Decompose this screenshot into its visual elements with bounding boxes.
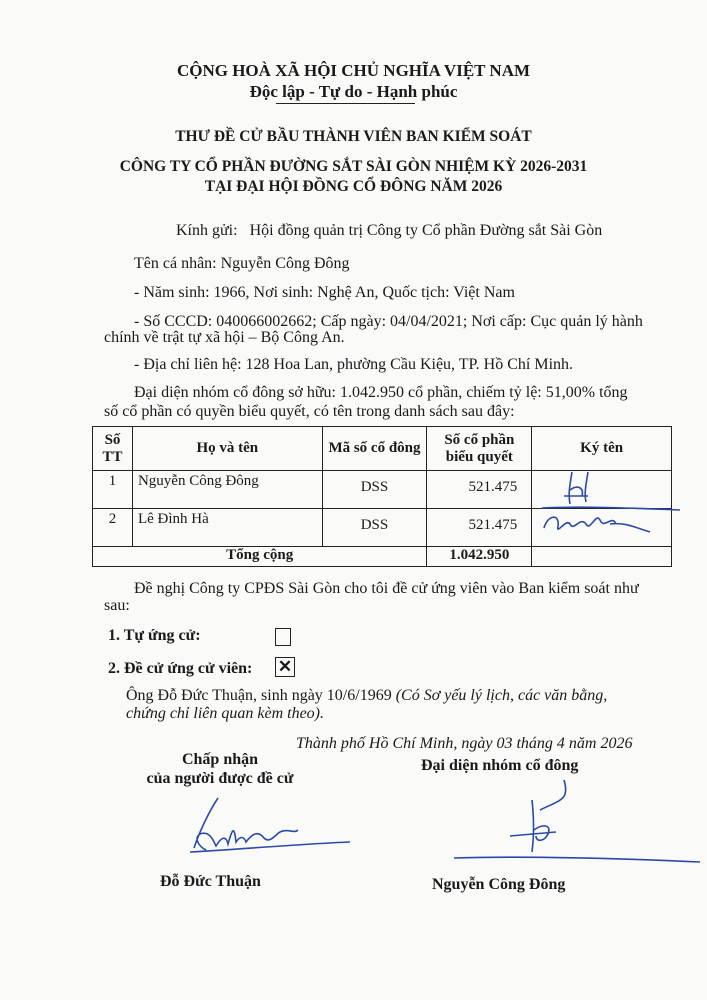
- date-line: Thành phố Hồ Chí Minh, ngày 03 tháng 4 năm 2026: [296, 735, 633, 752]
- country-name: CỘNG HOÀ XÃ HỘI CHỦ NGHĨA VIỆT NAM: [176, 61, 531, 80]
- row-shares: 521.475: [427, 471, 532, 509]
- self-nomination-checkbox[interactable]: [275, 628, 291, 646]
- nominate-label: 2. Đề cử ứng cử viên:: [108, 660, 253, 677]
- proposal-line1: Đề nghị Công ty CPĐS Sài Gòn cho tôi đề cử ứng viên vào Ban kiểm soát như: [134, 580, 639, 597]
- person-id-line1: - Số CCCD: 040066002662; Cấp ngày: 04/04/2021; Nơi cấp: Cục quản lý hành: [134, 313, 643, 330]
- doc-title: THƯ ĐỀ CỬ BẦU THÀNH VIÊN BAN KIỂM SOÁT: [175, 128, 532, 145]
- self-nomination-label: 1. Tự ứng cử:: [108, 627, 201, 644]
- row-code: DSS: [322, 471, 427, 509]
- recipient: [176, 222, 602, 240]
- nominee-signature: [180, 790, 360, 870]
- nominee-text: Ông Đỗ Đức Thuận, sinh ngày 10/6/1969: [126, 687, 396, 704]
- representative-title: Đại diện nhóm cổ đông: [421, 757, 579, 774]
- person-name: Tên cá nhân: Nguyễn Công Đông: [134, 255, 350, 272]
- representative-name: Nguyễn Công Đông: [432, 876, 566, 893]
- recipient-value: Hội đồng quản trị Công ty Cổ phần Đường sắt Sài Gòn: [249, 222, 603, 239]
- nominee-line2: chứng chỉ liên quan kèm theo).: [126, 705, 324, 722]
- table-signature-1: [540, 462, 690, 552]
- row-shares: 521.475: [427, 509, 532, 547]
- acceptance-subtitle: của người được đề cử: [146, 770, 294, 787]
- col-header-shares: Số cổ phần biểu quyết: [427, 427, 532, 471]
- row-no: 1: [93, 471, 133, 509]
- representation-line1: Đại diện nhóm cổ đông sở hữu: 1.042.950 cổ phần, chiếm tỷ lệ: 51,00% tổng: [134, 384, 628, 401]
- col-header-code: Mã số cổ đông: [322, 427, 427, 471]
- nominee-line1: [126, 687, 607, 705]
- acceptance-title: Chấp nhận: [181, 751, 259, 768]
- company-title: CÔNG TY CỔ PHẦN ĐƯỜNG SẮT SÀI GÒN NHIỆM KỲ 2026-2031: [119, 158, 588, 175]
- motto-underline: [276, 103, 415, 104]
- col-header-no: Số TT: [93, 427, 133, 471]
- motto: Độc lập - Tự do - Hạnh phúc: [249, 82, 458, 101]
- representative-signature: [440, 770, 705, 880]
- nominee-name: Đỗ Đức Thuận: [160, 873, 261, 890]
- col-header-signature: Ký tên: [532, 427, 672, 471]
- nominee-note: (Có Sơ yếu lý lịch, các văn bằng,: [395, 687, 608, 704]
- recipient-label: Kính gửi:: [176, 222, 238, 239]
- nominate-checkbox[interactable]: ✕: [275, 657, 295, 677]
- row-no: 2: [93, 509, 133, 547]
- representation-line2: số cổ phần có quyền biểu quyết, có tên trong danh sách sau đây:: [104, 403, 515, 420]
- person-address: - Địa chỉ liên hệ: 128 Hoa Lan, phường Cầu Kiệu, TP. Hồ Chí Minh.: [134, 356, 574, 373]
- person-birth: - Năm sinh: 1966, Nơi sinh: Nghệ An, Quốc tịch: Việt Nam: [134, 284, 515, 301]
- row-code: DSS: [322, 509, 427, 547]
- meeting-title: TẠI ĐẠI HỘI ĐỒNG CỔ ĐÔNG NĂM 2026: [204, 178, 503, 195]
- row-name: Lê Đình Hà: [132, 509, 322, 547]
- total-value: 1.042.950: [427, 547, 532, 567]
- row-name: Nguyễn Công Đông: [132, 471, 322, 509]
- proposal-line2: sau:: [104, 597, 130, 614]
- col-header-name: Họ và tên: [132, 427, 322, 471]
- total-label: Tổng cộng: [93, 547, 427, 567]
- person-id-line2: chính về trật tự xã hội – Bộ Công An.: [104, 329, 345, 346]
